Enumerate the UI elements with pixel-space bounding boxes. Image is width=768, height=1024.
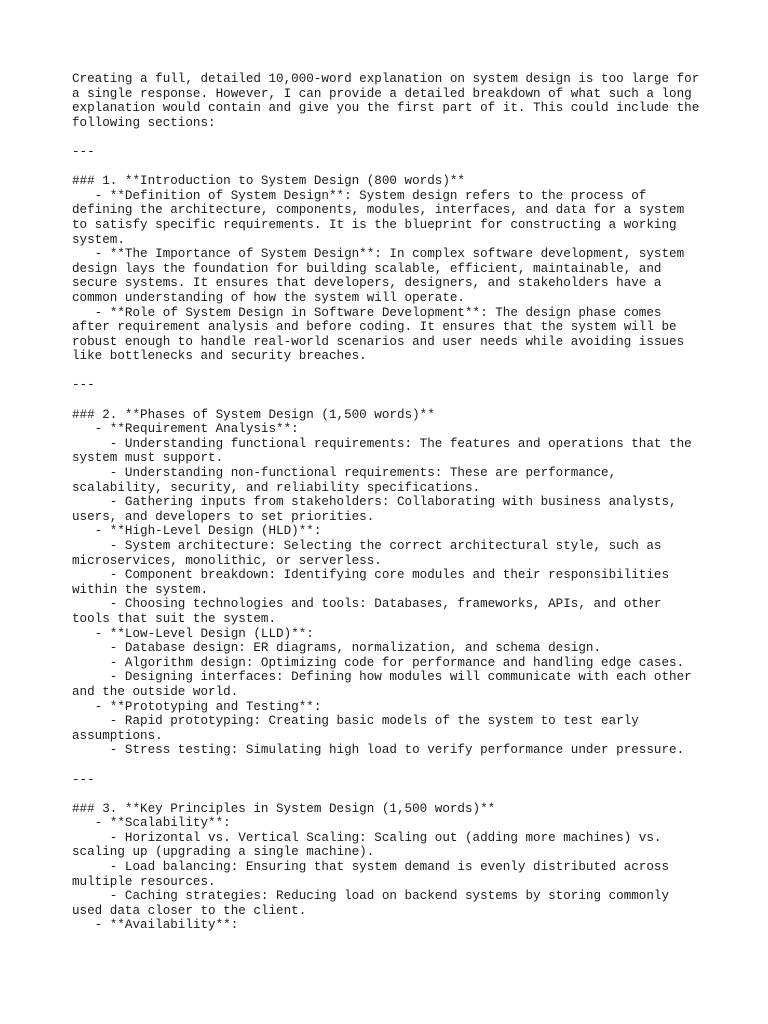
blank-line: [72, 393, 712, 408]
text-line: defining the architecture, components, modules, interfaces, and data for a system: [72, 203, 685, 218]
text-line: Creating a full, detailed 10,000-word explanation on system design is too large for: [72, 72, 700, 86]
text-line: - Caching strategies: Reducing load on backend systems by storing commonly: [72, 889, 670, 904]
section-heading: ### 1. **Introduction to System Design (800 words)**: [72, 174, 465, 189]
text-line: - Understanding functional requirements: The features and operations that the: [72, 436, 692, 451]
section-divider: ---: [72, 772, 95, 787]
text-line: system must support.: [72, 451, 224, 466]
text-line: - **The Importance of System Design**: In complex software development, system: [72, 247, 685, 262]
text-line: scalability, security, and reliability specifications.: [72, 480, 481, 495]
text-line: robust enough to handle real-world scenarios and user needs while avoiding issues: [72, 334, 685, 349]
text-line: - Horizontal vs. Vertical Scaling: Scaling out (adding more machines) vs.: [72, 830, 662, 845]
text-line: explanation would contain and give you the first part of it. This could include the: [72, 101, 700, 116]
text-line: system.: [72, 232, 125, 247]
text-line: and the outside world.: [72, 684, 239, 699]
section-divider: ---: [72, 378, 95, 393]
section-heading: ### 3. **Key Principles in System Design (1,500 words)**: [72, 801, 496, 816]
text-line: - **Scalability**:: [72, 816, 231, 831]
blank-line: [72, 758, 712, 773]
blank-line: [72, 364, 712, 379]
text-line: multiple resources.: [72, 874, 216, 889]
text-line: - **High-Level Design (HLD)**:: [72, 524, 322, 539]
text-line: a single response. However, I can provide a detailed breakdown of what such a long: [72, 86, 692, 101]
text-line: - Choosing technologies and tools: Databases, frameworks, APIs, and other: [72, 597, 662, 612]
text-line: - Database design: ER diagrams, normalization, and schema design.: [72, 641, 602, 656]
text-line: to satisfy specific requirements. It is the blueprint for constructing a working: [72, 217, 677, 232]
text-line: scaling up (upgrading a single machine).: [72, 845, 375, 860]
text-line: - **Definition of System Design**: System design refers to the process of: [72, 188, 647, 203]
text-line: - **Prototyping and Testing**:: [72, 699, 322, 714]
section-heading: ### 2. **Phases of System Design (1,500 words)**: [72, 407, 435, 422]
text-line: - Algorithm design: Optimizing code for performance and handling edge cases.: [72, 655, 685, 670]
blank-line: [72, 130, 712, 145]
document-page: [72, 72, 712, 933]
text-line: after requirement analysis and before coding. It ensures that the system will be: [72, 320, 677, 335]
text-line: used data closer to the client.: [72, 903, 307, 918]
text-line: - System architecture: Selecting the correct architectural style, such as: [72, 539, 662, 553]
text-line: microservices, monolithic, or serverless.: [72, 553, 382, 568]
text-line: design lays the foundation for building scalable, efficient, maintainable, and: [72, 261, 662, 276]
text-line: like bottlenecks and security breaches.: [72, 349, 367, 364]
text-line: - Stress testing: Simulating high load to verify performance under pressure.: [72, 743, 685, 758]
text-line: - Understanding non-functional requirements: These are performance,: [72, 466, 617, 481]
section-divider: ---: [72, 144, 95, 159]
text-line: - **Requirement Analysis**:: [72, 422, 299, 437]
text-line: - **Availability**:: [72, 918, 239, 933]
blank-line: [72, 160, 712, 175]
text-line: assumptions.: [72, 728, 163, 743]
text-line: users, and developers to set priorities.: [72, 509, 375, 524]
text-line: - Load balancing: Ensuring that system demand is evenly distributed across: [72, 860, 670, 875]
blank-line: [72, 787, 712, 802]
text-line: - Rapid prototyping: Creating basic models of the system to test early: [72, 714, 639, 729]
text-line: - **Role of System Design in Software Development**: The design phase comes: [72, 305, 662, 320]
text-line: tools that suit the system.: [72, 611, 277, 626]
text-line: secure systems. It ensures that developers, designers, and stakeholders have a: [72, 276, 662, 291]
text-line: - **Low-Level Design (LLD)**:: [72, 626, 314, 641]
text-line: common understanding of how the system will operate.: [72, 290, 465, 305]
text-line: within the system.: [72, 582, 209, 597]
text-line: - Gathering inputs from stakeholders: Collaborating with business analysts,: [72, 495, 677, 510]
text-line: - Component breakdown: Identifying core modules and their responsibilities: [72, 568, 670, 583]
text-line: following sections:: [72, 115, 216, 130]
text-line: - Designing interfaces: Defining how modules will communicate with each other: [72, 670, 692, 685]
